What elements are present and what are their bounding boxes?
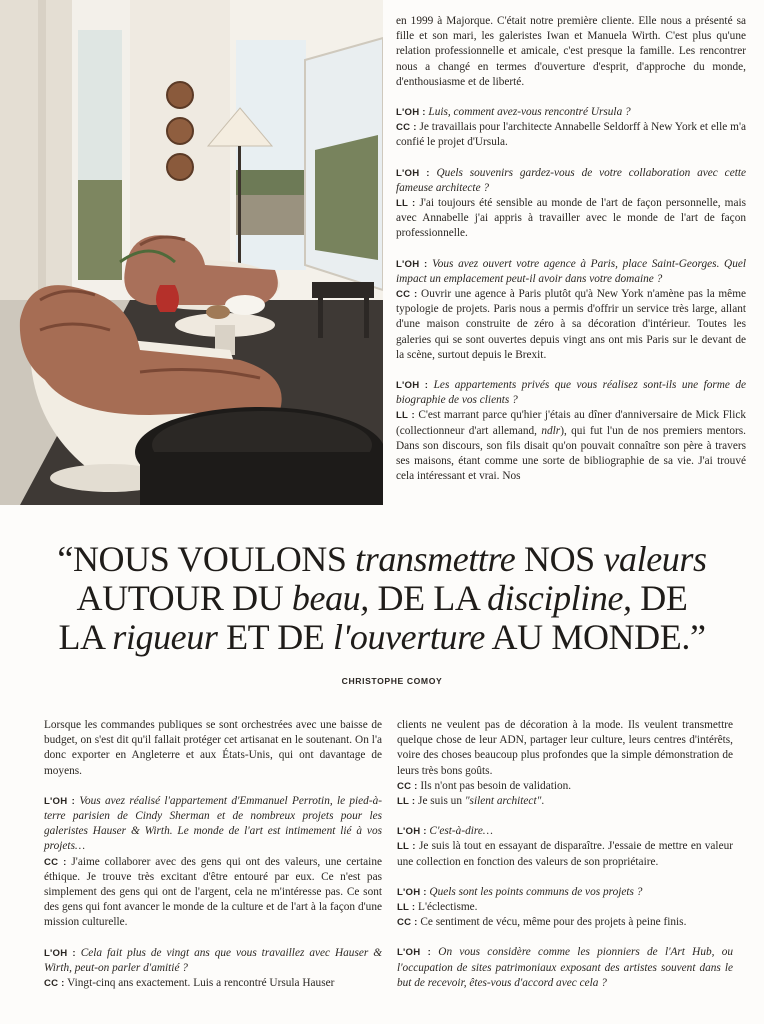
pull-quote [20,540,744,657]
question: L'OH : Cela fait plus de vingt ans que vous travaillez avec Hauser & Wirth, peut-on parler d'amitié ? [44,946,383,974]
qa-block-7 [397,718,733,809]
qa-block-1 [396,105,746,151]
qa-block-9 [397,885,733,931]
question: L'OH : Quels souvenirs gardez-vous de votre collaboration avec cette fameuse architecte ? [396,166,747,194]
question: L'OH : Luis, comment avez-vous rencontré Ursula ? [396,106,631,119]
question: L'OH : Les appartements privés que vous réalisez sont-ils une forme de biographie de vos clients ? [396,379,747,407]
qa-block-6 [44,946,382,992]
living-room-illustration [0,0,383,505]
interior-photo [0,0,383,505]
qa-block-10 [397,945,733,991]
paragraph: clients ne veulent pas de décoration à la mode. Ils veulent transmettre quelque chose de leur ADN, partager leur culture, leurs centres d'intérêts, voire des choses beaucoup plus profondes que la simple démonstration de leurs très bons goûts. [397,719,733,777]
answer: LL : Je suis là tout en essayant de disparaître. J'essaie de mettre en valeur une collection en fonction des valeurs de son propriétaire. [397,840,733,868]
paragraph: Lorsque les commandes publiques se sont orchestrées avec une baisse de budget, on s'est dit qu'il fallait protéger cet artisanat en le soutenant. On l'a donc exporter en Angleterre et aux États-Unis, qui ont davantage de moyens. [44,719,382,777]
answer: CC : Vingt-cinq ans exactement. Luis a rencontré Ursula Hauser [44,977,335,990]
red-vase-icon [156,285,179,312]
qa-block-5 [44,794,382,931]
question: L'OH : Vous avez ouvert votre agence à Paris, place Saint-Georges. Quel impact un emplacement peut-il avoir dans votre domaine ? [396,257,747,285]
bottom-right-column [397,718,733,1006]
answer: LL : C'est marrant parce qu'hier j'étais au dîner d'anniversaire de Mick Flick (collectionneur d'art allemand, ndlr), qui fut l'un de nos premiers mentors. Dans son discours, son fils disait qu'on pouvait connaître son père à travers ses maisons, étant comme une sorte de bibliographie de sa vie. J'ai trouvé cela intéressant et vrai. Nos [396,409,747,483]
question: L'OH : Quels sont les points communs de vos projets ? [397,885,643,898]
photo-credit: CHRISTOPHE COMOY [341,676,443,686]
qa-block-3 [396,257,746,363]
pull-quote-line-3: LA rigueur ET DE l'ouverture AU MONDE.” [58,617,706,657]
answer: CC : Ouvrir une agence à Paris plutôt qu'à New York n'amène pas la même typologie de projets. Paris nous a permis d'offrir un service très large, allant d'une maison construite de zéro à sa décoration d'intérieur. Toutes les galeries qui se sont ouvertes depuis vingt ans ont mis Paris sur le devant de la scène, surtout depuis le Brexit. [396,288,746,361]
answer: CC : Ce sentiment de vécu, même pour des projets à peine finis. [397,916,687,929]
black-bowl-icon [135,407,383,505]
pull-quote-line-2: AUTOUR DU beau, DE LA discipline, DE [76,578,688,618]
answer: CC : Je travaillais pour l'architecte Annabelle Seldorff à New York et elle m'a confié le projet d'Ursula. [396,121,746,149]
question: L'OH : Vous avez réalisé l'appartement d'Emmanuel Perrotin, le pied-à-terre parisien de Cindy Sherman et de nombreux projets pour les galeristes Hauser & Wirth. Le monde de l'art est intimement lié à vos projets… [44,794,383,853]
question: L'OH : C'est-à-dire… [397,825,493,838]
qa-block-8 [397,824,733,870]
answer: LL : Je suis un "silent architect". [397,795,545,808]
answer: CC : J'aime collaborer avec des gens qui ont des valeurs, une certaine éthique. Je trouve très excitant d'être entouré par eux. Ce n'est pas simplement des gens qui ont de l'argent, cela ne m'intéresse pas. Ce sont des gens qui font avancer le monde de la culture et de l'art à la façon d'une mission culturelle. [44,855,382,929]
bottom-left-column [44,718,382,1006]
answer: LL : L'éclectisme. [397,901,478,914]
question: L'OH : On vous considère comme les pionniers de l'Art Hub, ou l'occupation de sites patrimoniaux exposant des artistes souvent dans le but de recevoir, êtes-vous d'accord avec cela ? [397,946,734,989]
answer: LL : J'ai toujours été sensible au monde de l'art de façon personnelle, mais avec Annabelle j'ai appris à travailler avec le monde de l'art de façon professionnelle. [396,197,746,240]
intro-paragraph: en 1999 à Majorque. C'était notre première cliente. Elle nous a présenté sa fille et son mari, les galeristes Iwan et Manuela Wirth. C'est plus qu'une relation professionnelle et amicale, c'est presque la famille. Les rencontrer nous a changé en termes d'ouverture d'esprit, d'approche du monde, d'enthousiasme et de liberté. [396,15,746,88]
pull-quote-line-1: “NOUS VOULONS transmettre NOS valeurs [57,539,707,579]
top-text-column [396,14,746,499]
qa-block-2 [396,166,746,242]
qa-block-4 [396,378,746,484]
wall-plates-icon [167,82,193,180]
answer: CC : Ils n'ont pas besoin de validation. [397,779,572,792]
